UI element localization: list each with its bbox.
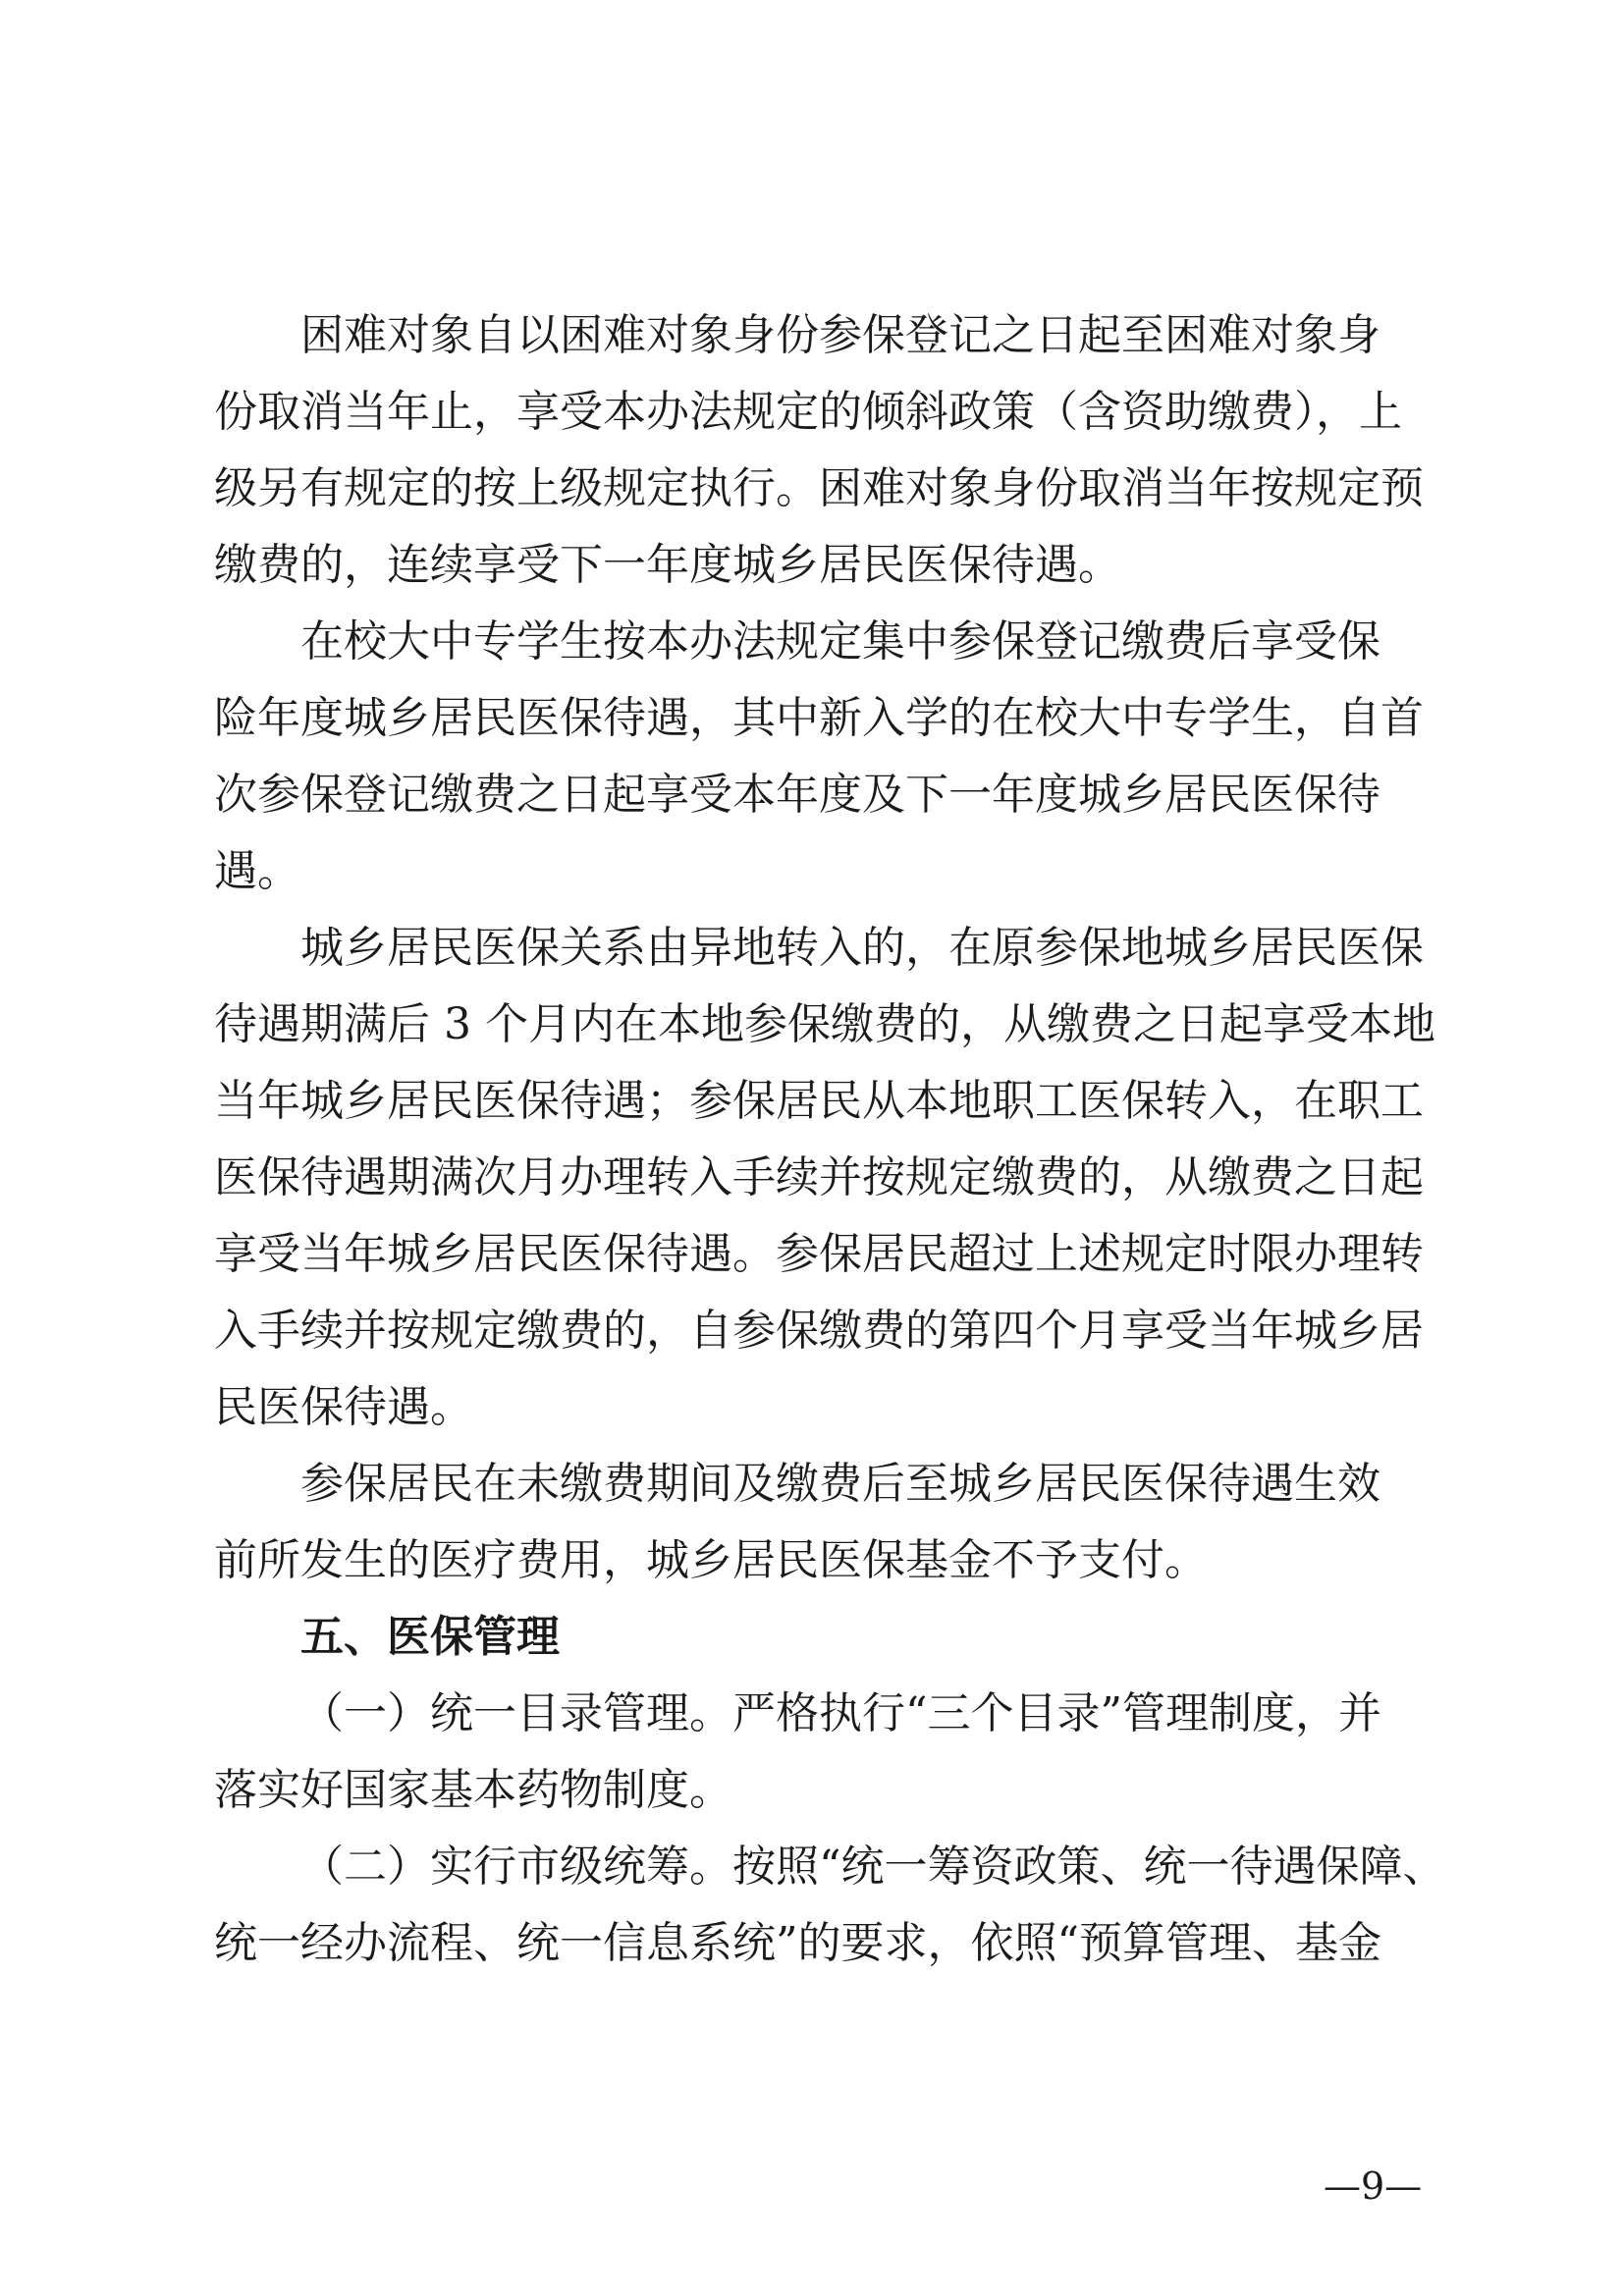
paragraph-line: 困难对象自以困难对象身份参保登记之日起至困难对象身	[300, 310, 1380, 360]
paragraph-line: 城乡居民医保关系由异地转入的，在原参保地城乡居民医保	[300, 923, 1424, 973]
paragraph-line: 医保待遇期满次月办理转入手续并按规定缴费的，从缴费之日起	[214, 1152, 1424, 1202]
paragraph-line: 缴费的，连续享受下一年度城乡居民医保待遇。	[214, 540, 1121, 590]
paragraph-line: 险年度城乡居民医保待遇，其中新入学的在校大中专学生，自首	[214, 693, 1424, 743]
paragraph-line: 当年城乡居民医保待遇；参保居民从本地职工医保转入，在职工	[214, 1076, 1424, 1126]
paragraph-line: 参保居民在未缴费期间及缴费后至城乡居民医保待遇生效	[300, 1459, 1380, 1509]
section-heading: 五、医保管理	[300, 1612, 560, 1662]
paragraph-line: （二）实行市级统筹。按照“统一筹资政策、统一待遇保障、	[300, 1842, 1446, 1892]
paragraph-line: 在校大中专学生按本办法规定集中参保登记缴费后享受保	[300, 616, 1380, 667]
page-number: —9—	[1324, 2164, 1423, 2208]
paragraph-line: （一）统一目录管理。严格执行“三个目录”管理制度，并	[300, 1688, 1381, 1738]
paragraph-line: 遇。	[214, 846, 300, 896]
paragraph-line: 民医保待遇。	[214, 1382, 473, 1432]
paragraph-line: 统一经办流程、统一信息系统”的要求，依照“预算管理、基金	[214, 1918, 1381, 1968]
paragraph-line: 次参保登记缴费之日起享受本年度及下一年度城乡居民医保待	[214, 770, 1380, 820]
paragraph-line: 份取消当年止，享受本办法规定的倾斜政策（含资助缴费），上	[214, 387, 1402, 437]
paragraph-line: 入手续并按规定缴费的，自参保缴费的第四个月享受当年城乡居	[214, 1306, 1424, 1356]
paragraph-line: 待遇期满后 3 个月内在本地参保缴费的，从缴费之日起享受本地	[214, 999, 1435, 1049]
paragraph-line: 享受当年城乡居民医保待遇。参保居民超过上述规定时限办理转	[214, 1229, 1424, 1279]
paragraph-line: 前所发生的医疗费用，城乡居民医保基金不予支付。	[214, 1535, 1208, 1585]
paragraph-line: 落实好国家基本药物制度。	[214, 1765, 732, 1815]
paragraph-line: 级另有规定的按上级规定执行。困难对象身份取消当年按规定预	[214, 463, 1424, 513]
